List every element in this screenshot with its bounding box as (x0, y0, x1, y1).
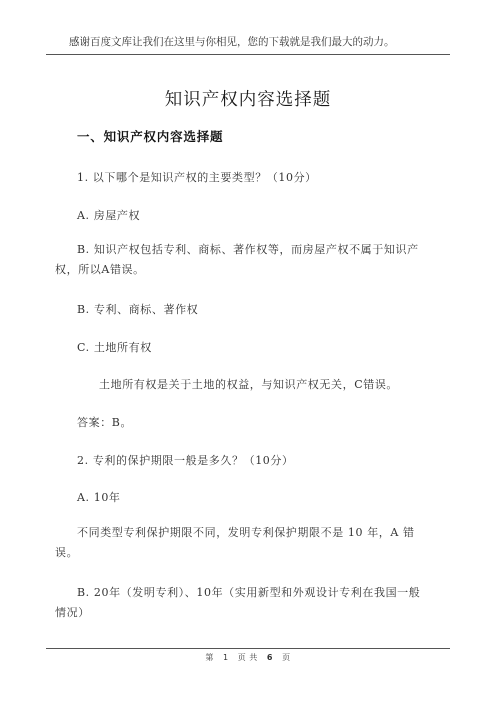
question-1: 1. 以下哪个是知识产权的主要类型？（10分） (77, 171, 317, 184)
option-1b: B. 专利、商标、著作权 (77, 303, 199, 316)
question-2: 2. 专利的保护期限一般是多久？（10分） (77, 454, 294, 467)
explanation-2a: 不同类型专利保护期限不同，发明专利保护期限不是 10 年，A 错误。 (55, 526, 415, 559)
option-2a: A. 10年 (77, 491, 121, 504)
footer-rule (46, 648, 450, 649)
option-2b: B. 20年（发明专利）、10年（实用新型和外观设计专利在我国一般情况） (55, 586, 421, 619)
document-title: 知识产权内容选择题 (164, 90, 332, 110)
page-prefix: 第 (205, 653, 214, 662)
page-suffix: 页 (282, 653, 291, 662)
header-rule (46, 54, 450, 55)
answer-1: 答案：B。 (77, 416, 133, 429)
option-1c: C. 土地所有权 (77, 341, 152, 354)
option-1a: A. 房屋产权 (77, 209, 141, 222)
section-heading: 一、知识产权内容选择题 (77, 129, 224, 144)
page-middle: 页 共 (237, 653, 258, 662)
page-current: 1 (223, 653, 229, 662)
page-indicator (0, 652, 496, 663)
explanation-1b: B. 知识产权包括专利、商标、著作权等，而房屋产权不属于知识产权，所以A错误。 (55, 243, 419, 276)
explanation-1c: 土地所有权是关于土地的权益，与知识产权无关，C错误。 (99, 378, 399, 391)
page-total: 6 (266, 653, 273, 662)
header-note: 感谢百度文库让我们在这里与你相见，您的下载就是我们最大的动力。 (69, 36, 395, 48)
